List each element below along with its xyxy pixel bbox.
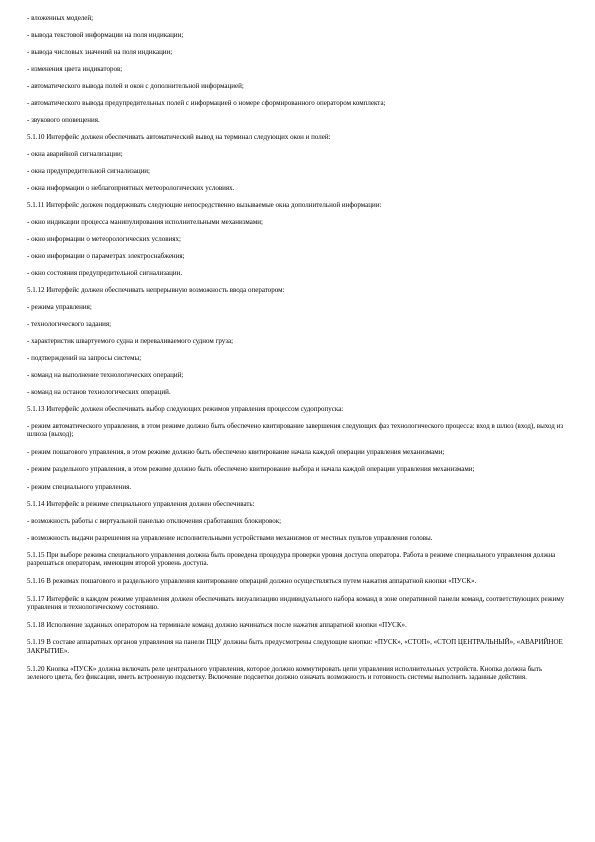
list-item: - автоматического вывода предупредительных полей с информацией о номере сформированного оператором комплекта; <box>27 98 386 107</box>
list-item: - режим раздельного управления, в этом режиме должно быть обеспечено квитирование выбора и начала каждой операции управления механизмами; <box>27 464 475 473</box>
list-item: - команд на выполнение технологических операций; <box>27 370 184 379</box>
list-item: - окна аварийной сигнализации; <box>27 149 123 158</box>
list-item: - автоматического вывода полей и окон с дополнительной информацией; <box>27 81 244 90</box>
list-item: - команд на останов технологических операций. <box>27 387 171 396</box>
section-paragraph: 5.1.18 Исполнение заданных оператором на терминале команд должно начинаться после нажатия аппаратной кнопки «ПУСК». <box>27 621 407 630</box>
list-item: - вывода числовых значений на поля индикации; <box>27 47 173 56</box>
list-item: - окно информации о параметрах электроснабжения; <box>27 251 185 260</box>
list-item: - подтверждений на запросы системы; <box>27 353 142 362</box>
list-item: - режим автоматического управления, в этом режиме должно быть обеспечено квитирование завершения следующих фаз технологического процесса: вход в шлюз (вход), выход из шлюза (выход); <box>27 421 564 439</box>
list-item: - вложенных моделей; <box>27 14 94 22</box>
list-item: - окна предупредительной сигнализации; <box>27 166 151 175</box>
list-item: - характеристик швартуемого судна и переваливаемого судном груза; <box>27 336 234 345</box>
list-item: - возможность работы с виртуальной панелью отключения сработавших блокировок; <box>27 516 282 525</box>
list-item: - окно информации о метеорологических условиях; <box>27 234 181 243</box>
list-item: - режим специального управления. <box>27 482 132 491</box>
list-item: - технологического задания; <box>27 319 112 328</box>
section-paragraph: 5.1.16 В режимах пошагового и раздельного управления квитирование операций должно осуществляться путем нажатия аппаратной кнопки «ПУСК». <box>27 577 477 586</box>
list-item: - окна информации о неблагоприятных метеорологических условиях. <box>27 183 235 192</box>
list-item: - окно индикации процесса манипулирования исполнительными механизмами; <box>27 217 263 226</box>
list-item: - режим пошагового управления, в этом режиме должно быть обеспечено квитирование начала каждой операции управления механизмами; <box>27 448 445 456</box>
section-paragraph: 5.1.14 Интерфейс в режиме специального управления должен обеспечивать: <box>27 499 255 508</box>
list-item: - окно состояния предупредительной сигнализации. <box>27 268 183 277</box>
list-item: - звукового оповещения. <box>27 115 100 124</box>
section-paragraph: 5.1.13 Интерфейс должен обеспечивать выбор следующих режимов управления процессом судопропуска: <box>27 404 344 413</box>
list-item: - возможность выдачи разрешения на управление исполнительными устройствами механизмов от местных пультов управления головы. <box>27 533 433 542</box>
section-paragraph: 5.1.17 Интерфейс в каждом режиме управления должен обеспечивать визуализацию индивидуального набора команд в зоне оперативной панели команд, соответствующих режиму управления и технологическому состоянию. <box>27 594 565 612</box>
section-paragraph: 5.1.19 В составе аппаратных органов управления на панели ПЦУ должны быть предусмотрены следующие кнопки: «ПУСК», «СТОП», «СТОП ЦЕНТРАЛЬНЫЙ», «АВАРИЙНОЕ ЗАКРЫТИЕ». <box>27 638 563 655</box>
list-item: - изменения цвета индикаторов; <box>27 64 123 73</box>
section-paragraph: 5.1.12 Интерфейс должен обеспечивать непрерывную возможность ввода оператором: <box>27 285 285 294</box>
document-page <box>27 14 568 690</box>
section-paragraph: 5.1.15 При выборе режима специального управления должна быть проведена процедура проверки уровня доступа оператора. Работа в режиме специального управления должна разрешаться операторам, имеющим второй уровень доступа. <box>27 550 556 568</box>
list-item: - вывода текстовой информации на поля индикации; <box>27 30 184 39</box>
section-paragraph: 5.1.20 Кнопка «ПУСК» должна включать реле центрального управления, которое должно коммутировать цепи управления исполнительных устройств. Кнопка должна быть зеленого цвета, без фиксации, иметь встроенную подсветку. Включение подсветки должно означать возможность и готовность системы выполнить заданные действия. <box>27 664 543 682</box>
section-paragraph: 5.1.11 Интерфейс должен поддерживать следующие непосредственно вызываемые окна дополнительной информации: <box>27 200 382 209</box>
list-item: - режима управления; <box>27 302 92 311</box>
section-paragraph: 5.1.10 Интерфейс должен обеспечивать автоматический вывод на терминал следующих окон и полей: <box>27 132 331 141</box>
